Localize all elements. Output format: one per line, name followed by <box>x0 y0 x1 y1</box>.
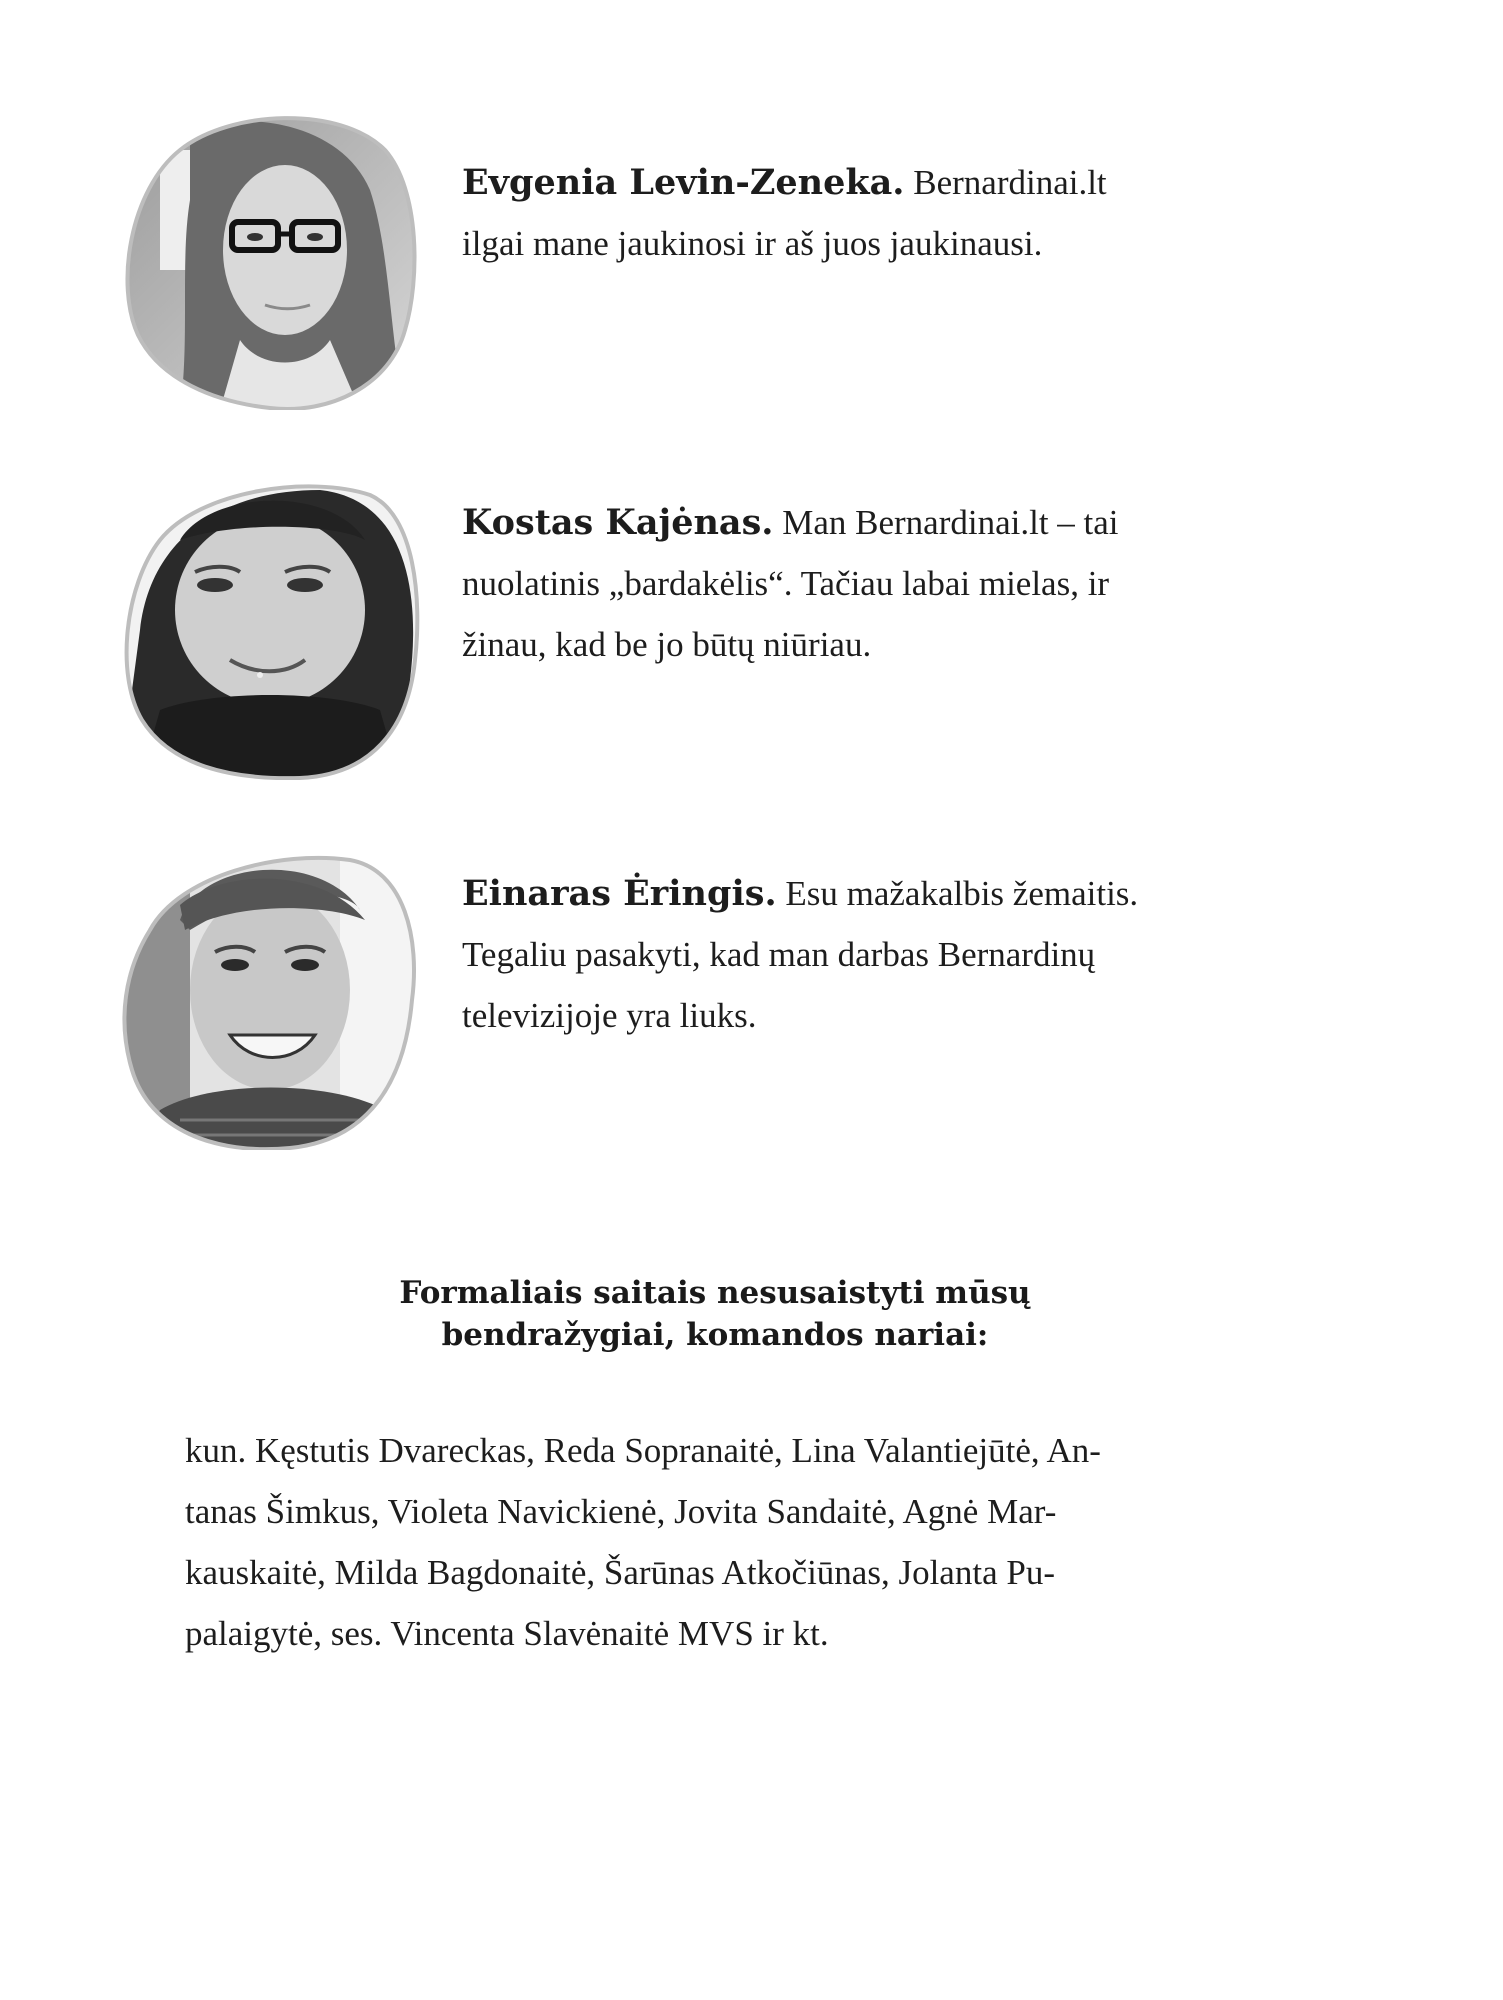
bio-kostas <box>462 492 1262 675</box>
bio-line: nuolatinis „bardakėlis“. Tačiau labai mielas, ir <box>462 564 1110 603</box>
bio-line: Man Bernardinai.lt – tai <box>782 503 1119 542</box>
person-name: Einaras Ėringis. <box>462 873 777 914</box>
team-members-paragraph <box>185 1420 1245 1664</box>
person-name: Kostas Kajėnas. <box>462 502 774 543</box>
bio-line: ilgai mane jaukinosi ir aš juos jaukinausi. <box>462 224 1043 263</box>
bio-einaras <box>462 863 1262 1046</box>
portrait-einaras-photo <box>120 850 420 1150</box>
bio-evgenia <box>462 152 1262 274</box>
bio-line: žinau, kad be jo būtų niūriau. <box>462 625 872 664</box>
bio-line: Bernardinai.lt <box>913 163 1107 202</box>
members-line: palaigytė, ses. Vincenta Slavėnaitė MVS ir kt. <box>185 1614 829 1653</box>
heading-line: bendražygiai, komandos nariai: <box>441 1317 989 1353</box>
members-line: tanas Šimkus, Violeta Navickienė, Jovita Sandaitė, Agnė Mar- <box>185 1492 1057 1531</box>
members-line: kun. Kęstutis Dvareckas, Reda Sopranaitė, Lina Valantiejūtė, An- <box>185 1431 1101 1470</box>
bio-line: televizijoje yra liuks. <box>462 996 757 1035</box>
person-name: Evgenia Levin-Zeneka. <box>462 162 905 203</box>
members-line: kauskaitė, Milda Bagdonaitė, Šarūnas Atkočiūnas, Jolanta Pu- <box>185 1553 1055 1592</box>
portrait-evgenia-photo <box>120 110 420 410</box>
bio-line: Esu mažakalbis žemaitis. <box>785 874 1139 913</box>
portrait-kostas-photo <box>120 480 420 780</box>
bio-line: Tegaliu pasakyti, kad man darbas Bernardinų <box>462 935 1096 974</box>
team-section-heading <box>0 1272 1430 1356</box>
heading-line: Formaliais saitais nesusaistyti mūsų <box>399 1275 1031 1311</box>
